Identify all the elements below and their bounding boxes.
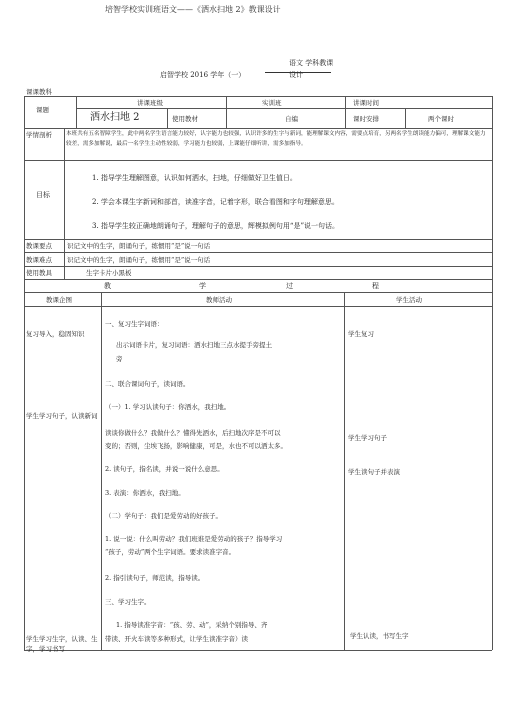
intent-item: 复习导入，稳固知识 [26,330,85,338]
student-item: 学生认读，书写生字 [350,632,409,640]
goal-label: 目标 [36,191,50,199]
teacher-line: “孩子，劳动”两个生字词语。要求读准字音。 [105,548,236,556]
teacher-line: 1. 说一说：什么叫劳动？我们班谁是爱劳动的孩子？指导学习 [105,535,283,543]
intent-item: 学生学习生字，认读、生字，学习书写 [26,635,98,653]
teacher-line: 3. 表演：你洒水，我扫地。 [105,489,185,497]
subject-label: 语文 学科教课 [289,59,334,67]
teacher-line: （二）学句子：我们是爱劳动的好孩子。 [105,512,222,520]
topic-label: 课题 [36,106,49,114]
teacher-line: 二、联合课词句子，读词语。 [105,380,190,388]
class-label: 讲课班级 [137,99,163,107]
time-label: 讲课时间 [353,99,379,107]
process-char: 学 [199,282,206,290]
teacher-line: 2. 指引读句子，师范读，指导读。 [105,574,205,582]
analysis-text: 本班共有五名智障学生，此中两名学生语言能力较好，认字能力也较强，认识许多的生字与新词，能理解课文内容，需要点培育，另两名学生朗读能力偏可，理解课文能力较差，需多加解说，最后一名学生主动性较弱，学习能力也较弱，上课能仔细听讲，需多加指导。 [66,131,486,147]
tools-label: 使用教具 [26,269,52,277]
document-title: 培智学校实训班语文——《洒水扫地 2》教课设计 [105,5,281,14]
material-label: 使用教材 [172,115,198,123]
goal-item: 1. 指导学生理解图意，认识如何洒水，扫地，仔细做好卫生值日。 [92,174,297,182]
subject-label-2: 设计 [289,71,303,79]
schedule-label: 课时安排 [353,115,379,123]
teacher-line: 三、学习生字。 [105,598,151,606]
process-char: 教 [104,282,111,290]
student-item: 学生复习 [348,330,374,338]
teacher-line: 变的；否则，尘埃飞扬，影响健康，可是，水也不可以洒太多。 [105,442,287,450]
material-value: 自编 [285,115,298,123]
process-char: 过 [286,282,293,290]
process-char: 程 [372,282,379,290]
difficulty-label: 教课难点 [26,256,52,264]
teacher-line: 出示词语卡片，复习词语：洒水扫地三点水提手旁提土 [116,341,272,349]
teacher-line: 2. 读句子，指名读，并说一说什么意思。 [105,465,224,473]
teacher-line: 旁 [116,355,123,363]
section-label: 课课教科 [26,88,52,96]
goal-item: 3. 指导学生较正确地朗诵句子，理解句子的意思，辉模拟例句用“是”说一句话。 [92,222,340,230]
intent-header: 教课企图 [46,296,72,304]
difficulty-text: 识记文中的生字，朗诵句子，练惯用“是”说一句话 [67,256,211,264]
school-year: 启智学校 2016 学年（一） [160,71,246,79]
student-item: 学生读句子并表演 [348,468,400,476]
teacher-line: 1. 指导读准字音：“孩、劳、动”，采纳个别指导、齐 [116,621,268,629]
class-value: 实训班 [262,99,282,107]
analysis-label: 学情剖析 [26,131,52,139]
teacher-line: 读谈你做什么？我做什么？懂得先洒水，后扫地次序是不可以 [105,429,281,437]
lesson-title: 洒水扫地 2 [90,112,140,123]
intent-item: 学生学习句子，认读新词 [26,412,98,420]
schedule-value: 两个课时 [428,115,454,123]
subject-underline [265,72,331,73]
key-label: 教课要点 [26,242,52,250]
goal-item: 2. 学会本课生字新词和部首，读准字音，记着字形，联合看图和字句理解意思。 [92,198,339,206]
tools-text: 生字卡片小黑板 [86,269,132,277]
student-header: 学生活动 [396,296,422,304]
key-text: 识记文中的生字，朗诵句子，练惯用“是”说一句话 [67,242,211,250]
teacher-header: 教师活动 [206,296,232,304]
teacher-line: （一）1. 学习认读句子：你洒水，我扫地。 [105,403,231,411]
teacher-line: 带读、开火车读等多种形式，让学生读准字音）读 [105,635,248,643]
teacher-line: 一、复习生字词语： [105,320,164,328]
student-item: 学生学习句子 [348,434,387,442]
